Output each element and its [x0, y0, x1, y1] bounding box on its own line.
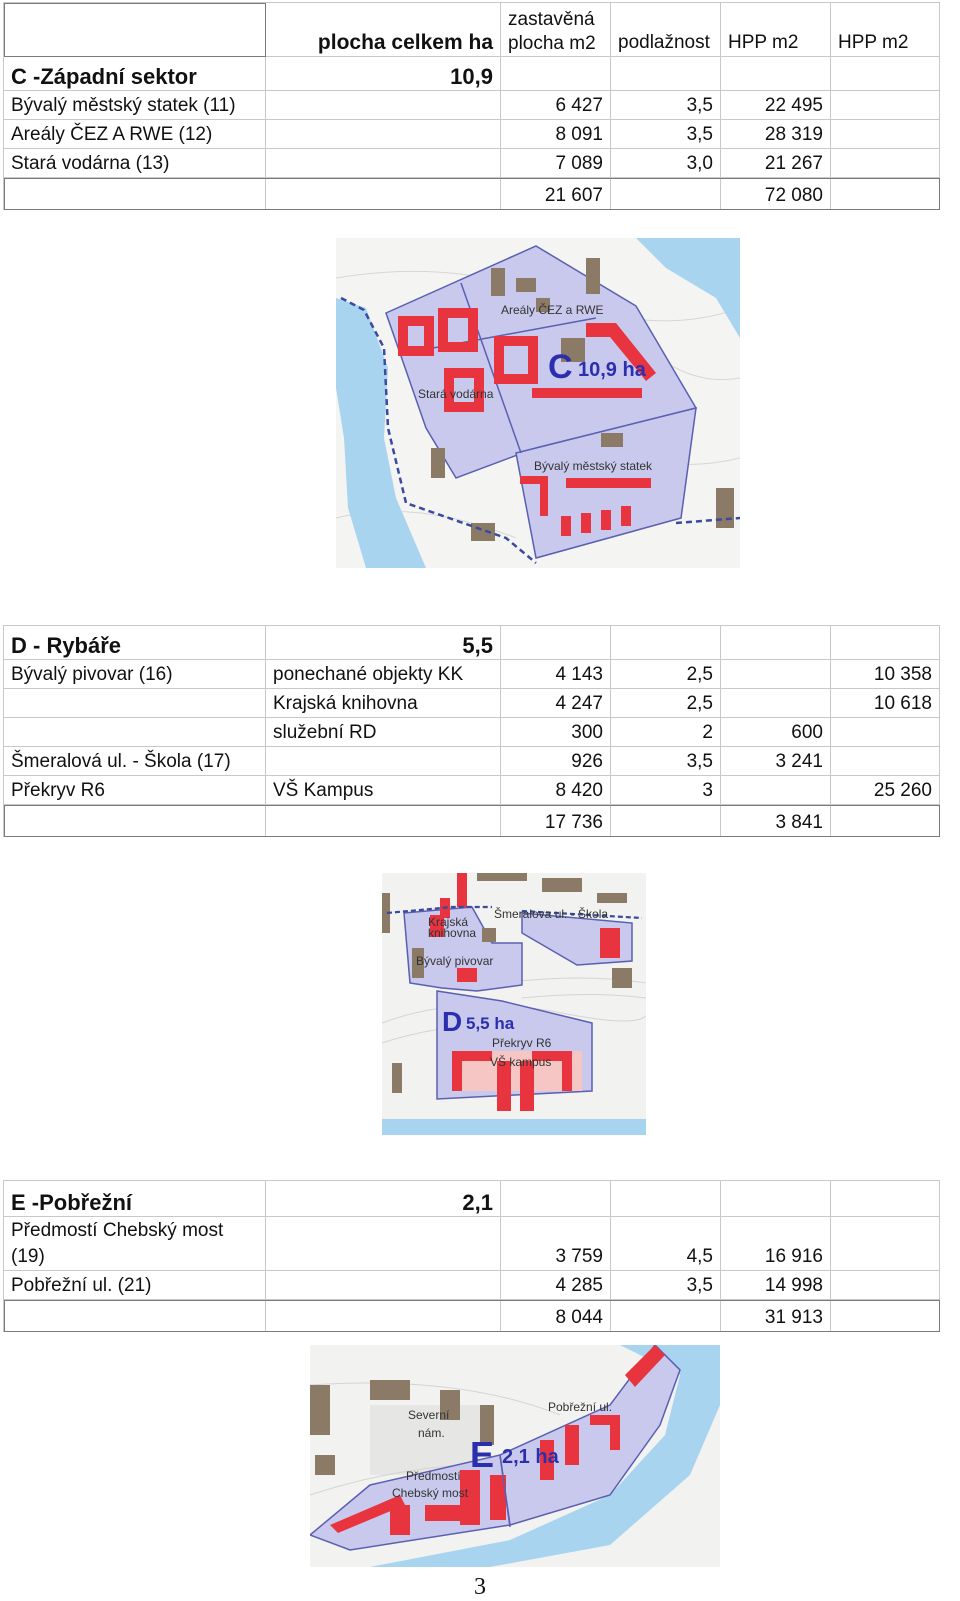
map-sector-area: 10,9 ha	[578, 359, 646, 381]
map-sector-letter: D	[442, 1006, 463, 1037]
row-name	[4, 689, 266, 718]
row-name	[4, 1217, 266, 1271]
row-hpp: 14 998	[721, 1271, 831, 1300]
map-sector-letter: C	[548, 348, 573, 386]
row-podlaznost: 3,5	[611, 91, 721, 120]
sector-d-table	[3, 625, 940, 837]
row-object: Krajská knihovna	[266, 689, 501, 718]
row-hpp: 28 319	[721, 120, 831, 149]
table-row	[4, 1271, 940, 1300]
header-empty-cell	[4, 3, 266, 57]
row-hpp	[721, 660, 831, 689]
total-row	[4, 1300, 940, 1332]
total-row	[4, 178, 940, 210]
map-label-pivovar: Bývalý pivovar	[416, 954, 494, 968]
header-podlaznost: podlažnost	[611, 3, 721, 57]
table-row	[4, 91, 940, 120]
row-name: Bývalý pivovar (16)	[4, 660, 266, 689]
row-name: Překryv R6	[4, 776, 266, 805]
row-zastavena: 4 285	[501, 1271, 611, 1300]
river	[382, 1119, 646, 1135]
row-hpp-2	[831, 747, 940, 776]
total-zastavena: 8 044	[501, 1300, 611, 1332]
total-hpp: 72 080	[721, 178, 831, 210]
total-zastavena: 21 607	[501, 178, 611, 210]
row-podlaznost: 2,5	[611, 689, 721, 718]
row-name: Areály ČEZ A RWE (12)	[4, 120, 266, 149]
sector-d-area: 5,5	[266, 626, 501, 660]
sector-e-title: E -Pobřežní	[4, 1181, 266, 1217]
sector-c-map	[336, 238, 740, 568]
map-label-statek: Bývalý městský statek	[534, 459, 653, 473]
sector-c-table	[3, 2, 940, 210]
row-name-line1: Předmostí Chebský most	[11, 1220, 224, 1241]
row-name: Stará vodárna (13)	[4, 149, 266, 178]
row-name: Pobřežní ul. (21)	[4, 1271, 266, 1300]
sector-e-title-row	[4, 1181, 940, 1217]
row-podlaznost: 2	[611, 718, 721, 747]
table-row	[4, 120, 940, 149]
row-hpp-2: 25 260	[831, 776, 940, 805]
table-row	[4, 776, 940, 805]
header-zastavena	[501, 3, 611, 57]
row-zastavena: 3 759	[501, 1217, 611, 1271]
row-podlaznost: 3,0	[611, 149, 721, 178]
sector-e-map	[310, 1345, 720, 1567]
map-label-predmosti-1: Předmostí	[406, 1469, 461, 1483]
map-label-severni-2: nám.	[418, 1426, 445, 1440]
map-sector-area: 5,5 ha	[466, 1014, 515, 1033]
map-label-severni-1: Severní	[408, 1408, 450, 1422]
row-zastavena: 7 089	[501, 149, 611, 178]
row-hpp-2: 10 358	[831, 660, 940, 689]
row-zastavena: 4 143	[501, 660, 611, 689]
row-podlaznost: 3,5	[611, 120, 721, 149]
map-sector-area: 2,1 ha	[502, 1446, 559, 1468]
row-hpp	[721, 689, 831, 718]
row-hpp-2: 10 618	[831, 689, 940, 718]
table-row	[4, 718, 940, 747]
row-zastavena: 4 247	[501, 689, 611, 718]
row-object: služební RD	[266, 718, 501, 747]
table-row	[4, 660, 940, 689]
map-label-knihovna-1: Krajská	[428, 915, 469, 929]
row-zastavena: 8 091	[501, 120, 611, 149]
header-hpp: HPP m2	[721, 3, 831, 57]
map-label-pobrezni: Pobřežní ul.	[548, 1400, 613, 1414]
row-hpp: 3 241	[721, 747, 831, 776]
map-label-knihovna-2: knihovna	[428, 926, 477, 940]
row-zastavena: 300	[501, 718, 611, 747]
table-row	[4, 747, 940, 776]
row-object: VŠ Kampus	[266, 776, 501, 805]
map-label-vodarna: Stará vodárna	[418, 387, 494, 401]
total-hpp: 3 841	[721, 805, 831, 837]
header-zastavena-line1: zastavěná	[508, 9, 595, 30]
sector-d-title-row	[4, 626, 940, 660]
map-label-arealy: Areály ČEZ a RWE	[501, 303, 604, 317]
row-zastavena: 6 427	[501, 91, 611, 120]
row-name: Šmeralová ul. - Škola (17)	[4, 747, 266, 776]
row-zastavena: 926	[501, 747, 611, 776]
map-label-smeralova: Šmeralova ul. - Škola	[494, 907, 609, 921]
row-name	[4, 718, 266, 747]
row-object: ponechané objekty KK	[266, 660, 501, 689]
row-hpp	[721, 776, 831, 805]
row-hpp: 21 267	[721, 149, 831, 178]
header-zastavena-line2: plocha m2	[508, 33, 596, 54]
row-name-line2: (19)	[11, 1246, 45, 1267]
table-row	[4, 689, 940, 718]
map-sector-letter: E	[470, 1434, 495, 1475]
sector-c-area: 10,9	[266, 57, 501, 91]
row-hpp: 600	[721, 718, 831, 747]
table-row	[4, 1217, 940, 1271]
row-podlaznost: 3,5	[611, 747, 721, 776]
total-hpp: 31 913	[721, 1300, 831, 1332]
map-label-prekryv: Překryv R6	[492, 1036, 552, 1050]
map-label-kampus: VŠ kampus	[490, 1055, 552, 1069]
row-podlaznost: 2,5	[611, 660, 721, 689]
page-number: 3	[474, 1574, 486, 1600]
sector-e-area: 2,1	[266, 1181, 501, 1217]
row-zastavena: 8 420	[501, 776, 611, 805]
row-name: Bývalý městský statek (11)	[4, 91, 266, 120]
row-podlaznost: 3,5	[611, 1271, 721, 1300]
row-podlaznost: 4,5	[611, 1217, 721, 1271]
row-podlaznost: 3	[611, 776, 721, 805]
header-plocha: plocha celkem ha	[266, 3, 501, 57]
header-hpp-2: HPP m2	[831, 3, 940, 57]
total-row	[4, 805, 940, 837]
table-row	[4, 149, 940, 178]
sector-c-title-row	[4, 57, 940, 91]
row-hpp: 22 495	[721, 91, 831, 120]
row-object	[266, 747, 501, 776]
row-hpp-2	[831, 718, 940, 747]
sector-c-title: C -Západní sektor	[4, 57, 266, 91]
map-label-predmosti-2: Chebský most	[392, 1486, 469, 1500]
sector-e-table	[3, 1180, 940, 1332]
total-zastavena: 17 736	[501, 805, 611, 837]
sector-d-title: D - Rybáře	[4, 626, 266, 660]
sector-d-map	[382, 873, 646, 1135]
table-header-row	[4, 3, 940, 57]
row-hpp: 16 916	[721, 1217, 831, 1271]
